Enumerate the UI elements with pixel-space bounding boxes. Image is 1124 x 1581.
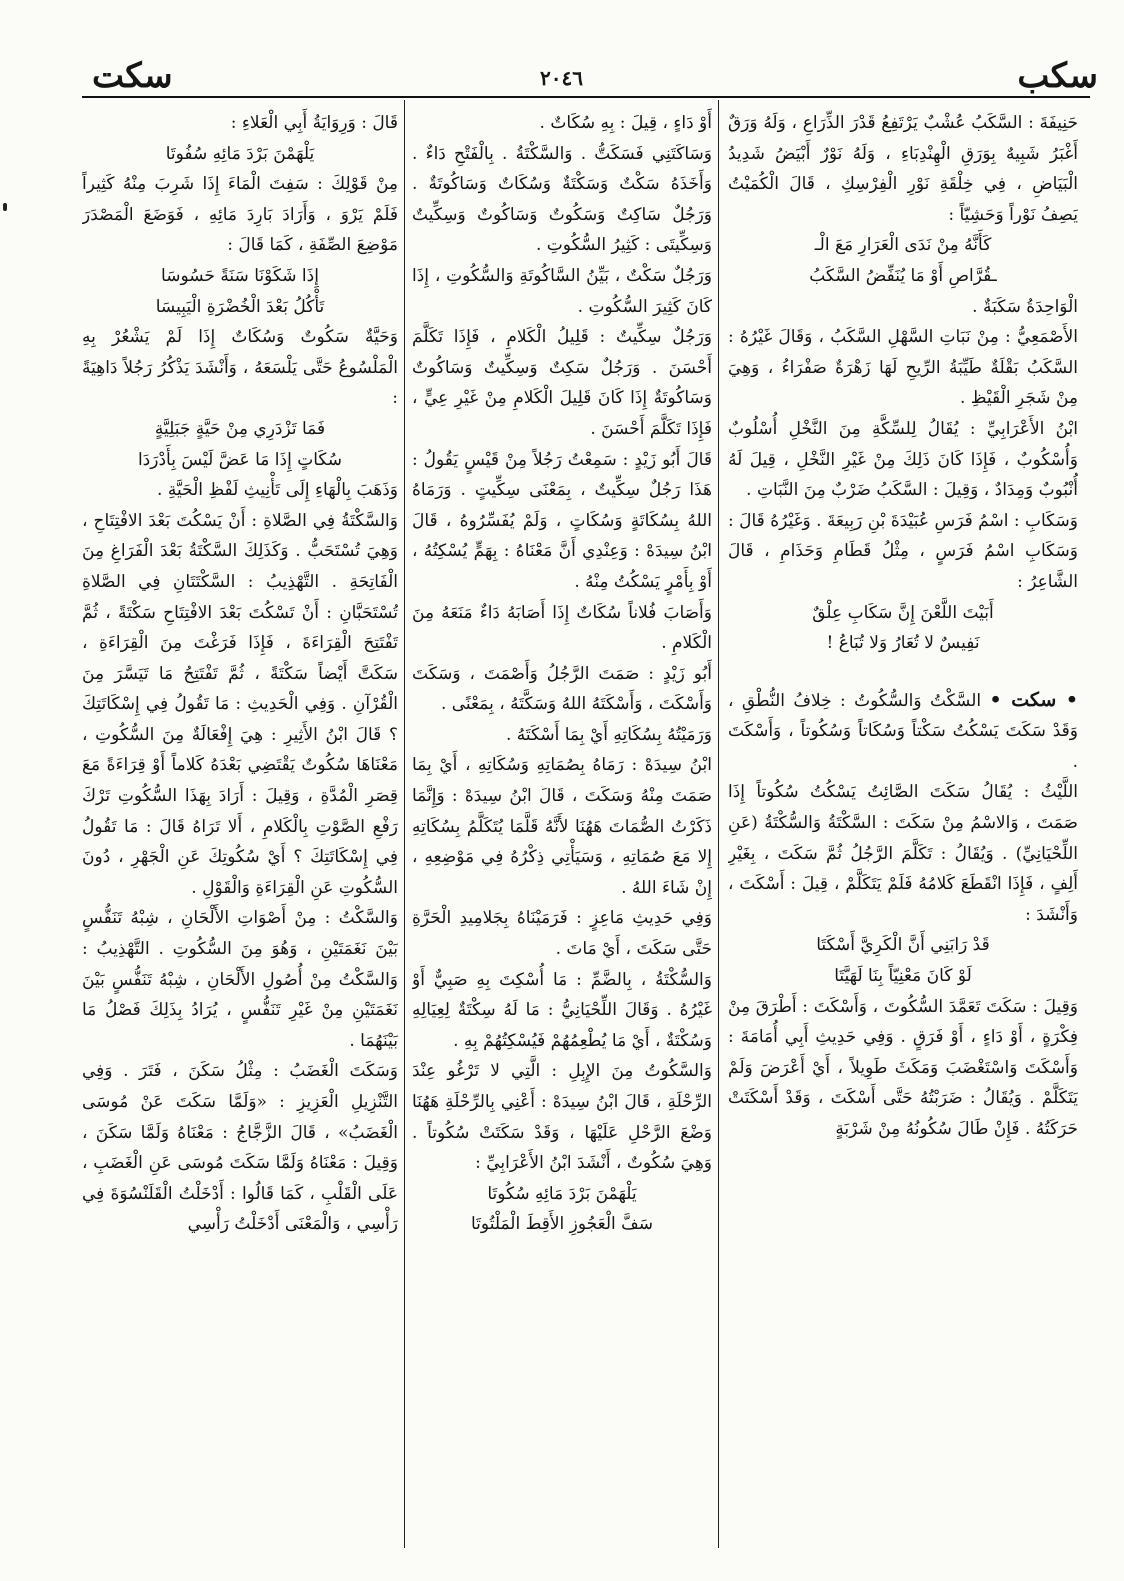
verse-line: قَدْ رَابَنِي أَنَّ الْكَرِيَّ أَسْكَتَا [816, 935, 990, 956]
verse-line: سَفَّ الْعَجُوزِ الأَقِطَ الْمَلْتُوتَا [471, 1214, 653, 1235]
verse-line: ـقُرَّاصِ أَوْ مَا يُنَفِّضُ السَّكَبُ [809, 265, 997, 286]
paragraph: وَسَاكَتَنِي فَسَكَتُّ . وَالسَّكْتَةُ . بِالْفَتْحِ دَاءٌ . وَأَخَذَهُ سَكْتٌ وَسَكْتَةٌ وَسُكَاتٌ وَسَاكُوتَةٌ . وَرَجُلٌ سَاكِتٌ وَسَكُوتٌ وَسَاكُوتٌ وَسِكِّيتٌ وَسِكِّيتَى : كَثِيرُ السُّكُوتِ . [412, 143, 712, 256]
paragraph: أَبُو زَيْدٍ : صَمَتَ الرَّجُلُ وَأَصْمَتَ ، وَسَكَتَ وَأَسْكَتَ ، وَأَسْكَتَهُ اللهُ وَسَكَّتَهُ ، بِمَعْنًى . [412, 663, 712, 715]
column-divider-left [404, 100, 405, 1548]
paragraph: وَسَكَابِ : اسْمُ فَرَسِ عُبَيْدَةَ بْنِ رَبِيعَةَ . وَغَيْرُهُ قَالَ : وَسَكَابِ اسْمُ فَرَسٍ ، مِثْلُ قَطَامِ وَحَذَامِ ، قَالَ الشَّاعِرُ : [728, 510, 1078, 592]
paragraph: ابْنُ سِيدَهْ : رَمَاهُ بِصُمَاتِهِ وَسُكَاتِهِ ، أَيْ بِمَا صَمَتَ مِنْهُ وَسَكَتَ ، قَالَ ابْنُ سِيدَهْ : وَإِنَّمَا ذَكَرْتُ الصُّمَاتَ هَهُنَا لأَنَّهُ قَلَّمَا يُتَكَلَّمُ بِسُكَاتِهِ إِلا مَعَ صُمَاتِهِ ، وَسَيَأْتِي ذِكْرُهُ فِي مَوْضِعِهِ ، إِنْ شَاءَ اللهُ . [412, 755, 712, 898]
verse-line: لَوْ كَانَ مَعْنِيّاً بِنَا لَهَيَّتَا [834, 966, 972, 987]
column-middle [412, 108, 712, 1548]
paragraph: وَرَمَيْتُهُ بِسُكَاتِهِ أَيْ بِمَا أَسْكَتَهُ . [505, 724, 712, 745]
running-head-right: سكب [1017, 56, 1098, 96]
paragraph: وَالسَّكْتُ : مِنْ أَصْوَاتِ الأَلْحَانِ ، شِبْهُ تَنَفُّسٍ بَيْنَ نَغَمَتَيْنِ ، وَهُوَ مِنَ السُّكُوتِ . التَّهْذِيبُ : وَالسَّكْتُ مِنْ أُصُولِ الأَلْحَانِ ، شِبْهُ تَنَفُّسٍ بَيْنَ نَغَمَتَيْنِ مِنْ غَيْرِ تَنَفُّسٍ ، يُرَادُ بِذَلِكَ فَصْلُ مَا بَيْنَهُمَا . [82, 908, 398, 1051]
verse-line: يَلْهَمْنَ بَرْدَ مَائِهِ سُفُوتَا [165, 143, 315, 164]
paragraph: وَالسُّكْتَةُ ، بِالضَّمِّ : مَا أُسْكِتَ بِهِ صَبِيٌّ أَوْ غَيْرُهُ . وَقَالَ اللِّحْيَانِيُّ : مَا لَهُ سِكْتَةٌ لِعِيَالِهِ وَسُكْتَةٌ ، أَيْ مَا يُطْعِمُهُمْ فَيُسْكِتُهُمْ بِهِ . [412, 969, 712, 1051]
paragraph: وَقِيلَ : سَكَتَ تَعَمَّدَ السُّكُوتَ ، وَأَسْكَتَ : أَطْرَقَ مِنْ فِكْرَةٍ ، أَوْ دَاءٍ ، أَوْ فَرَقٍ . وَفِي حَدِيثِ أَبِي أُمَامَةَ : وَأَسْكَتَ وَاسْتَغْضَبَ وَمَكَثَ طَوِيلاً ، أَيْ أَعْرَضَ وَلَمْ يَتَكَلَّمْ . وَيُقَالُ : ضَرَبْتُهُ حَتَّى أَسْكَتَ ، وَقَدْ أَسْكَتَتْ حَرَكَتُهُ . فَإِنْ طَالَ سُكُونُهُ مِنْ شَرْبَةٍ [728, 996, 1078, 1139]
paragraph: اللَّيْثُ : يُقَالُ سَكَتَ الصَّائِتُ يَسْكُتُ سُكُوتاً إِذَا صَمَتَ ، وَالاسْمُ مِنْ سَكَتَ : السَّكْتَةُ وَالسُّكْتَةُ (عَنِ اللِّحْيَانِيِّ) . وَيُقَالُ : تَكَلَّمَ الرَّجُلُ ثُمَّ سَكَتَ ، بِغَيْرِ أَلِفٍ ، فَإِذَا انْقَطَعَ كَلامُهُ فَلَمْ يَتَكَلَّمْ ، قِيلَ : أَسْكَتَ ، وَأَنْشَدَ : [728, 782, 1078, 925]
paragraph: الأَصْمَعِيُّ : مِنْ نَبَاتِ السَّهْلِ السَّكَبُ ، وَقَالَ غَيْرُهُ : السَّكَبُ بَقْلَةٌ طَيِّبَةُ الرِّيحِ لَهَا زَهْرَةٌ صَفْرَاءُ ، وَهِيَ مِنْ شَجَرِ الْقَيْظِ . [728, 327, 1078, 409]
paragraph: ابْنُ الأَعْرَابِيِّ : يُقَالُ لِلسِّكَّةِ مِنَ النَّخْلِ أُسْلُوبٌ وَأُسْكُوبٌ ، فَإِذَا كَانَ ذَلِكَ مِنْ غَيْرِ النَّخْلِ ، قِيلَ لَهُ أُنْبُوبٌ وَمِدَادٌ ، وَقِيلَ : السَّكَبُ ضَرْبٌ مِنَ النَّبَاتِ . [728, 418, 1078, 501]
paragraph: وَرَجُلٌ سِكِّيتٌ : قَلِيلُ الْكَلامِ ، فَإِذَا تَكَلَّمَ أَحْسَنَ . وَرَجُلٌ سَكِتٌ وَسِكِّيتٌ وَسَاكُوتٌ وَسَاكُوتَةٌ إِذَا كَانَ قَلِيلَ الْكَلامِ مِنْ غَيْرِ عِيٍّ ، فَإِذَا تَكَلَّمَ أَحْسَنَ . [412, 327, 712, 439]
paragraph: حَنِيفَةَ : السَّكَبُ عُشْبٌ يَرْتَفِعُ قَدْرَ الذِّرَاعِ ، وَلَهُ وَرَقٌ أَغْبَرُ شَبِيهٌ بِوَرَقِ الْهِنْدِبَاءِ ، وَلَهُ نَوْرٌ أَبْيَضُ شَدِيدُ الْبَيَاضِ ، فِي خِلْقَةِ نَوْرِ الْفِرْسِكِ ، قَالَ الْكُمَيْتُ يَصِفُ نَوْراً وَحَشِيّاً : [728, 113, 1078, 225]
entry-text: السَّكْتُ وَالسُّكُوتُ : خِلافُ النُّطْقِ ، وَقَدْ سَكَتَ يَسْكُتُ سَكْتاً وَسُكَاتاً وَسُكُوتاً ، وَأَسْكَتَ . [728, 690, 1078, 772]
paragraph: قَالَ : وَرِوَايَةُ أَبِي الْعَلاءِ : [230, 113, 398, 133]
paragraph: وَرَجُلٌ سَكْتٌ ، بَيِّنُ السَّاكُوتَةِ وَالسُّكُوتِ ، إِذَا كَانَ كَثِيرَ السُّكُوتِ . [412, 265, 712, 317]
column-divider-right [718, 100, 719, 1548]
verse-line: أَبَيْتَ اللَّعْنَ إِنَّ سَكَابِ عِلْقٌ [812, 602, 994, 623]
paragraph: وَحَيَّةٌ سَكُوتٌ وَسُكَاتٌ إِذَا لَمْ يَشْعُرْ بِهِ الْمَلْسُوعُ حَتَّى يَلْسَعَهُ ، وَأَنْشَدَ يَذْكُرُ رَجُلاً دَاهِيَةً : [82, 327, 398, 409]
verse-line: إِذَا شَكَوْنَا سَنَةً حَسُوسَا [161, 265, 319, 286]
verse-line: يَلْهَمْنَ بَرْدَ مَائِهِ سُكُوتَا [487, 1183, 637, 1204]
column-right [728, 108, 1078, 1548]
paragraph: مِنْ قَوْلِكَ : سَفِتَ الْمَاءَ إِذَا شَرِبَ مِنْهُ كَثِيراً فَلَمْ يَرْوَ ، وَأَرَادَ بَارِدَ مَائِهِ ، فَوَضَعَ الْمَصْدَرَ مَوْضِعَ الصِّفَةِ ، كَمَا قَالَ : [82, 174, 398, 256]
paragraph: وَذَهَبَ بِالْهَاءِ إِلَى تَأْنِيثِ لَفْظِ الْحَيَّةِ . [157, 480, 398, 501]
paragraph: الْوَاحِدَةُ سَكَبَةٌ . [972, 296, 1078, 317]
verse-line: نَفِيسٌ لا تُعَارُ وَلا تُبَاعُ ! [826, 633, 980, 654]
verse-line: فَمَا تَزْدَرِي مِنْ حَيَّةٍ جَبَلِيَّةٍ [154, 418, 326, 439]
page-header [0, 0, 1124, 100]
paragraph: أَوْ دَاءٍ ، قِيلَ : بِهِ سُكَاتٌ . [539, 113, 712, 133]
margin-mark [3, 203, 7, 211]
verse-line: كَأَنَّهُ مِنْ نَدَى الْعَرَارِ مَعَ الْـ [814, 235, 992, 256]
section-gap [728, 659, 1078, 685]
paragraph: وَفِي حَدِيثِ مَاعِزٍ : فَرَمَيْنَاهُ بِجَلامِيدِ الْحَرَّةِ حَتَّى سَكَتَ ، أَيْ مَاتَ . [412, 908, 712, 960]
paragraph: وَأَصَابَ فُلاناً سُكَاتٌ إِذَا أَصَابَهُ دَاءٌ مَنَعَهُ مِنَ الْكَلامِ . [412, 602, 712, 654]
entry-headword: • سكت • [989, 688, 1078, 711]
verse-line: سُكَاتٍ إِذَا مَا عَضَّ لَيْسَ بِأَدْرَدَا [137, 449, 343, 470]
running-head-left: سكت [92, 56, 173, 96]
column-left [82, 108, 398, 1548]
paragraph: قَالَ أَبُو زَيْدٍ : سَمِعْتُ رَجُلاً مِنْ قَيْسٍ يَقُولُ : هَذَا رَجُلٌ سِكِّيتٌ ، بِمَعْنَى سِكِّيتٍ . وَرَمَاهُ اللهُ بِسُكَاتَةٍ وَسُكَاتٍ ، وَلَمْ يُفَسِّرُوهُ ، قَالَ ابْنُ سِيدَهْ : وَعِنْدِي أَنَّ مَعْنَاهُ : بِهَمٍّ يُسْكِتُهُ ، أَوْ بِأَمْرٍ يَسْكُتُ مِنْهُ . [412, 449, 712, 592]
header-rule [82, 96, 1090, 98]
paragraph: وَسَكَتَ الْغَضَبُ : مِثْلُ سَكَنَ ، فَتَرَ . وَفِي التَّنْزِيلِ الْعَزِيزِ : «وَلَمَّا سَكَتَ عَنْ مُوسَى الْغَضَبُ» ، قَالَ الزَّجَّاجُ : مَعْنَاهُ وَلَمَّا سَكَنَ ، وَقِيلَ : مَعْنَاهُ وَلَمَّا سَكَتَ مُوسَى عَنِ الْغَضَبِ ، عَلَى الْقَلْبِ ، كَمَا قَالُوا : أَدْخَلْتُ الْقَلَنْسُوَةَ فِي رَأْسِي ، وَالْمَعْنَى أَدْخَلْتُ رَأْسِي [82, 1061, 398, 1235]
verse-line: تَأْكُلُ بَعْدَ الْخُضْرَةِ الْيَبِيسَا [155, 296, 325, 317]
page-number: ٢٠٤٦ [540, 66, 583, 90]
paragraph: وَالسَّكُوتُ مِنَ الإِبِلِ : الَّتِي لا تَرْغُو عِنْدَ الرِّحْلَةِ ، قَالَ ابْنُ سِيدَهْ : أَعْنِي بِالرِّحْلَةِ هَهُنَا وَضْعَ الرَّحْلِ عَلَيْهَا ، وَقَدْ سَكَتَتْ سُكُوتاً . وَهِيَ سُكُوتٌ ، أَنْشَدَ ابْنُ الأَعْرَابِيِّ : [412, 1061, 712, 1174]
entry-paragraph [728, 685, 1078, 778]
paragraph: وَالسَّكْتَةُ فِي الصَّلاةِ : أَنْ يَسْكُتَ بَعْدَ الافْتِتَاحِ ، وَهِيَ تُسْتَحَبُّ . وَكَذَلِكَ السَّكْتَةُ بَعْدَ الْفَرَاغِ مِنَ الْفَاتِحَةِ . التَّهْذِيبُ : السَّكْتَتَانِ فِي الصَّلاةِ تُسْتَحَبَّانِ : أَنْ تَسْكُتَ بَعْدَ الافْتِتَاحِ سَكْتَةً ، ثُمَّ تَفْتَتِحَ الْقِرَاءَةَ ، فَإِذَا فَرَغْتَ مِنَ الْقِرَاءَةِ ، سَكَتَّ أَيْضاً سَكْتَةً ، ثُمَّ تَفْتَتِحُ مَا تَيَسَّرَ مِنَ الْقُرْآنِ . وَفِي الْحَدِيثِ : مَا تَقُولُ فِي إِسْكَاتَتِكَ ؟ قَالَ ابْنُ الأَثِيرِ : هِيَ إِفْعَالَةٌ مِنَ السُّكُوتِ ، مَعْنَاهَا سُكُوتٌ يَقْتَضِي بَعْدَهُ كَلاماً أَوْ قِرَاءَةً مَعَ قِصَرِ الْمُدَّةِ ، وَقِيلَ : أَرَادَ بِهَذَا السُّكُوتِ تَرْكَ رَفْعِ الصَّوْتِ بِالْكَلامِ ، أَلا تَرَاهُ قَالَ : مَا تَقُولُ فِي إِسْكَاتَتِكَ ؟ أَيْ سُكُوتِكَ عَنِ الْجَهْرِ ، دُونَ السُّكُوتِ عَنِ الْقِرَاءَةِ وَالْقَوْلِ . [82, 510, 398, 898]
